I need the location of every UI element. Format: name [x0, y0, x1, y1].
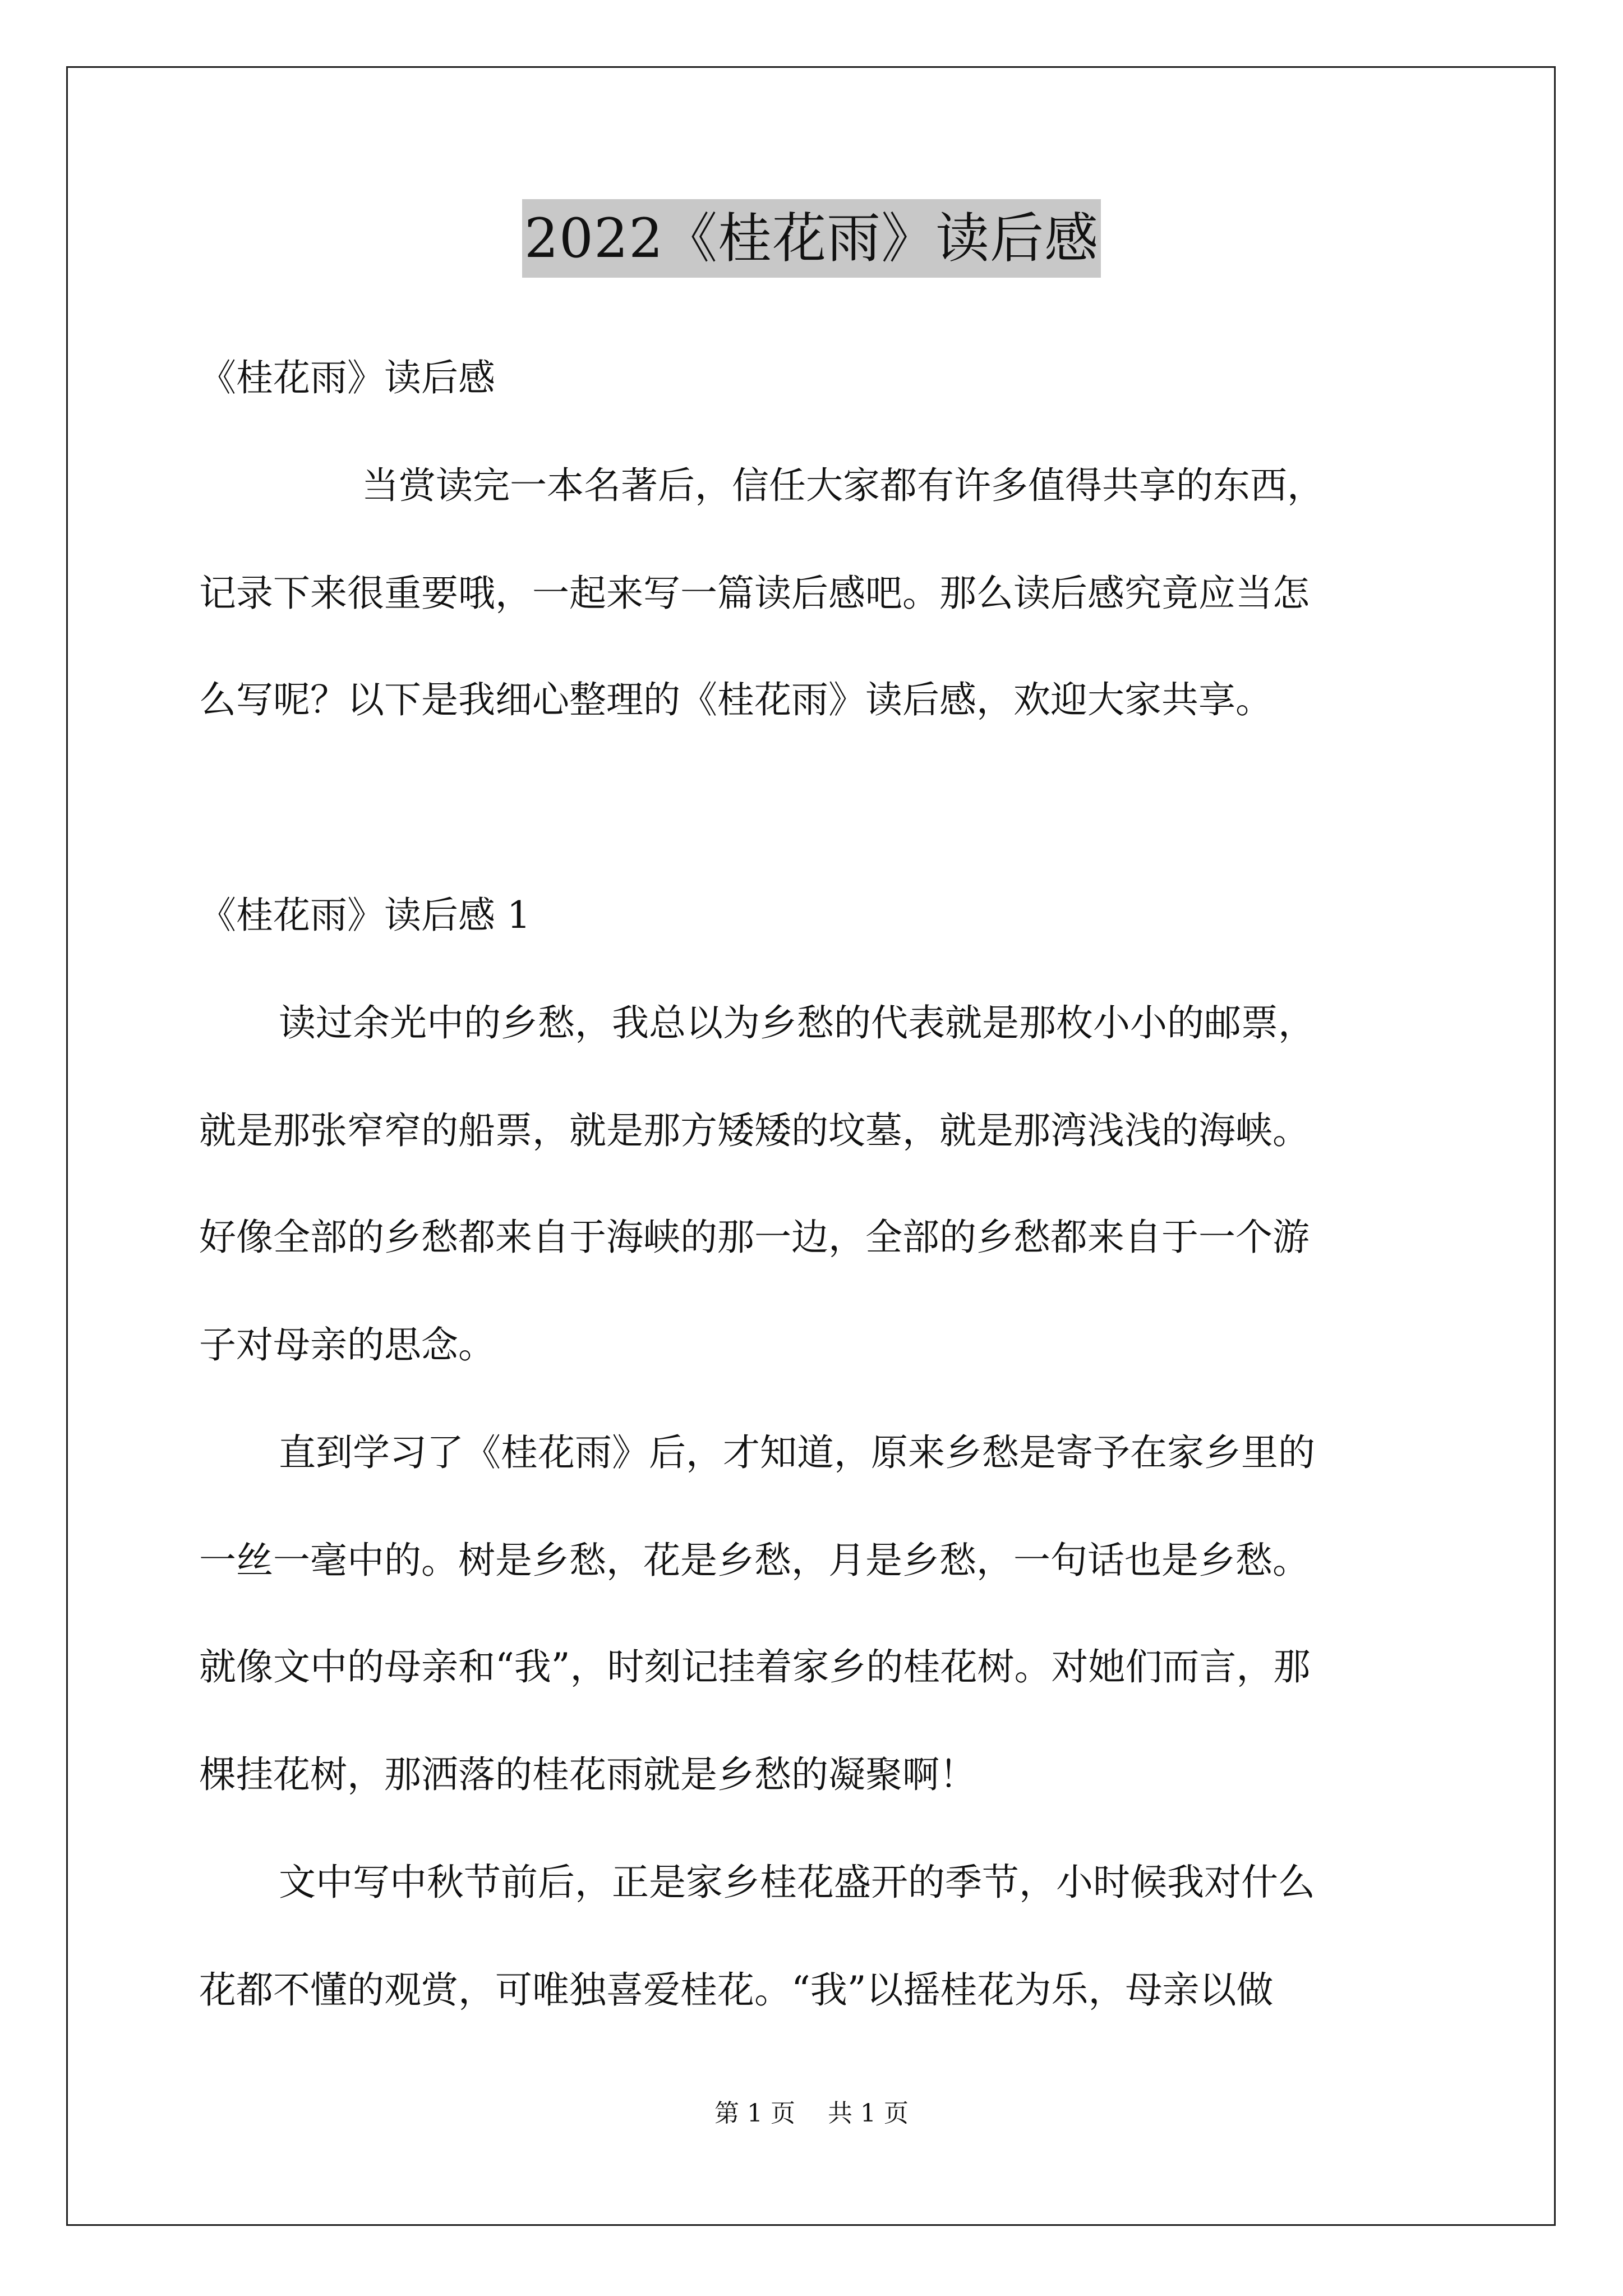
- intro-line: 当赏读完一本名著后，信任大家都有许多值得共享的东西，: [362, 464, 1324, 507]
- intro-line: 么写呢？以下是我细心整理的《桂花雨》读后感，欢迎大家共享。: [199, 678, 1272, 721]
- page-number-current: 第 1 页: [714, 2099, 795, 2128]
- paragraph-line: 就像文中的母亲和“我”，时刻记挂着家乡的桂花树。对她们而言，那: [199, 1645, 1311, 1688]
- page-number-total: 共 1 页: [828, 2099, 909, 2128]
- paragraph-line: 花都不懂的观赏，可唯独喜爱桂花。“我”以摇桂花为乐，母亲以做: [199, 1968, 1274, 2012]
- section-heading: 《桂花雨》读后感 1: [199, 894, 531, 937]
- paragraph-line: 读过余光中的乡愁，我总以为乡愁的代表就是那枚小小的邮票，: [279, 1001, 1315, 1045]
- paragraph-line: 文中写中秋节前后，正是家乡桂花盛开的季节，小时候我对什么: [279, 1861, 1315, 1904]
- subtitle: 《桂花雨》读后感: [199, 356, 495, 399]
- paragraph-line: 就是那张窄窄的船票，就是那方矮矮的坟墓，就是那湾浅浅的海峡。: [199, 1109, 1310, 1152]
- document-title: 2022《桂花雨》读后感: [522, 199, 1101, 278]
- page-footer: [0, 2097, 1623, 2131]
- paragraph-line: 子对母亲的思念。: [199, 1323, 495, 1366]
- paragraph-line: 直到学习了《桂花雨》后，才知道，原来乡愁是寄予在家乡里的: [279, 1431, 1315, 1474]
- intro-line: 记录下来很重要哦，一起来写一篇读后感吧。那么读后感究竟应当怎: [199, 572, 1310, 615]
- paragraph-line: 一丝一毫中的。树是乡愁，花是乡愁，月是乡愁，一句话也是乡愁。: [199, 1539, 1310, 1582]
- paragraph-line: 好像全部的乡愁都来自于海峡的那一边，全部的乡愁都来自于一个游: [199, 1216, 1310, 1259]
- paragraph-line: 棵挂花树，那洒落的桂花雨就是乡愁的凝聚啊！: [199, 1753, 976, 1796]
- title-wrap: [0, 199, 1623, 278]
